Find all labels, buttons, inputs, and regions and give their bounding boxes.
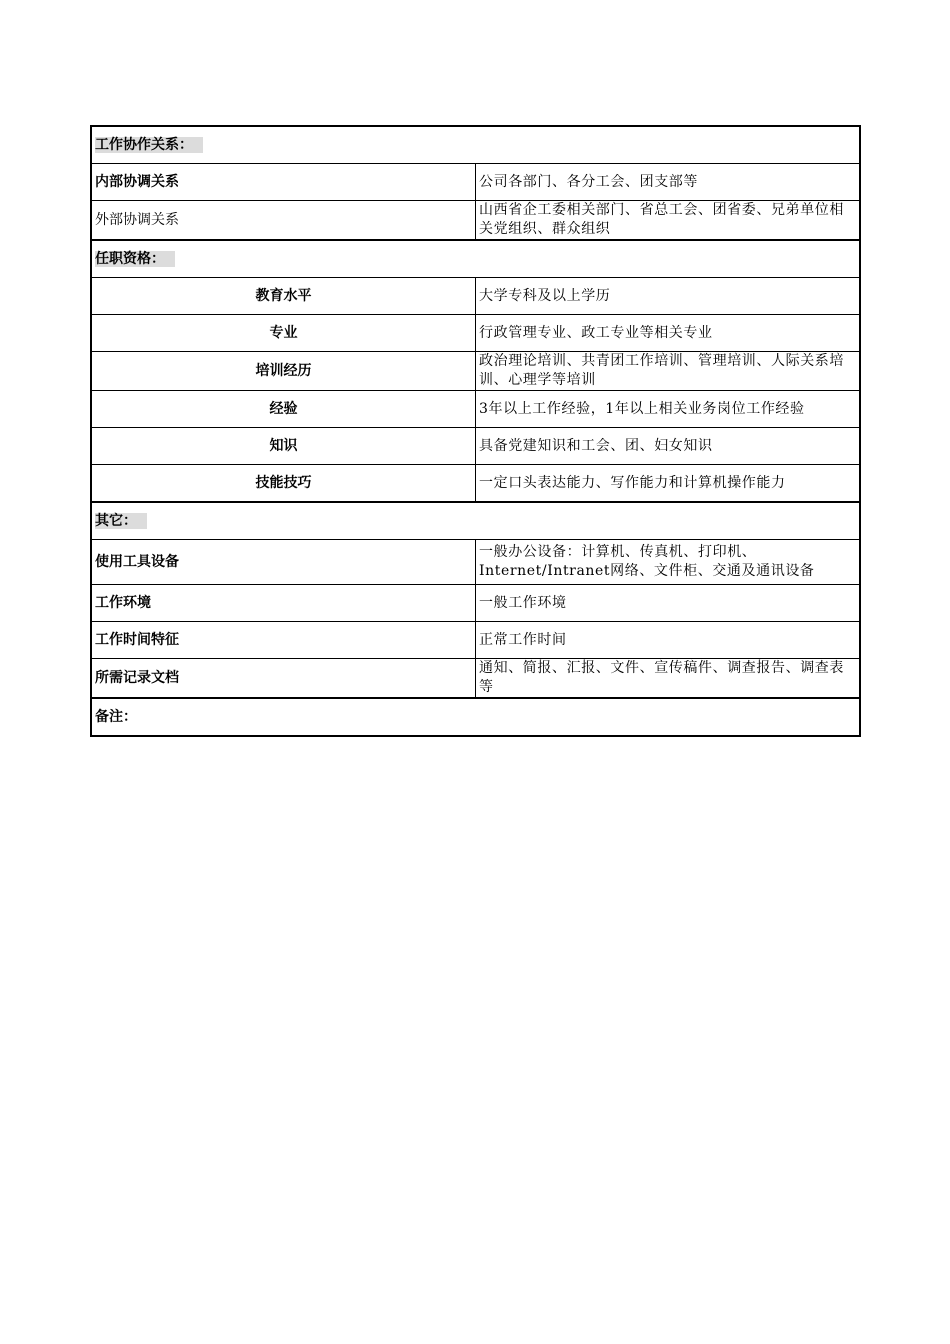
row-label-training: 培训经历 xyxy=(91,352,476,391)
row-value-major: 行政管理专业、政工专业等相关专业 xyxy=(476,315,861,352)
row-label-environment: 工作环境 xyxy=(91,585,476,622)
row-label-documents: 所需记录文档 xyxy=(91,659,476,699)
table-row xyxy=(91,352,860,391)
table-row xyxy=(91,315,860,352)
table-row xyxy=(91,622,860,659)
row-value-external: 山西省企工委相关部门、省总工会、团省委、兄弟单位相关党组织、群众组织 xyxy=(476,201,861,241)
row-value-tools: 一般办公设备：计算机、传真机、打印机、Internet/Intranet网络、文件柜、交通及通讯设备 xyxy=(476,540,861,585)
row-value-work-time: 正常工作时间 xyxy=(476,622,861,659)
row-label-knowledge: 知识 xyxy=(91,428,476,465)
table-row xyxy=(91,164,860,201)
table-row xyxy=(91,465,860,503)
row-value-knowledge: 具备党建知识和工会、团、妇女知识 xyxy=(476,428,861,465)
row-label-major: 专业 xyxy=(91,315,476,352)
table-row xyxy=(91,278,860,315)
row-value-education: 大学专科及以上学历 xyxy=(476,278,861,315)
row-label-internal: 内部协调关系 xyxy=(91,164,476,201)
row-label-skills: 技能技巧 xyxy=(91,465,476,503)
row-label-experience: 经验 xyxy=(91,391,476,428)
row-value-experience: 3年以上工作经验，1年以上相关业务岗位工作经验 xyxy=(476,391,861,428)
section-header-cooperation xyxy=(91,126,860,164)
row-label-work-time: 工作时间特征 xyxy=(91,622,476,659)
row-value-internal: 公司各部门、各分工会、团支部等 xyxy=(476,164,861,201)
section-title-qualification: 任职资格： xyxy=(95,251,175,267)
table-row xyxy=(91,428,860,465)
row-value-documents: 通知、简报、汇报、文件、宣传稿件、调查报告、调查表等 xyxy=(476,659,861,699)
table-row xyxy=(91,201,860,241)
section-title-cooperation: 工作协作关系： xyxy=(95,137,203,153)
section-header-other xyxy=(91,502,860,540)
row-label-education: 教育水平 xyxy=(91,278,476,315)
row-value-training: 政治理论培训、共青团工作培训、管理培训、人际关系培训、心理学等培训 xyxy=(476,352,861,391)
table-row xyxy=(91,391,860,428)
section-title-other: 其它： xyxy=(95,513,147,529)
row-value-skills: 一定口头表达能力、写作能力和计算机操作能力 xyxy=(476,465,861,503)
row-value-environment: 一般工作环境 xyxy=(476,585,861,622)
row-label-tools: 使用工具设备 xyxy=(91,540,476,585)
section-title-remarks: 备注： xyxy=(91,698,860,736)
job-description-table xyxy=(90,125,861,737)
table-row xyxy=(91,540,860,585)
table-row xyxy=(91,585,860,622)
table-row xyxy=(91,659,860,699)
section-header-qualification xyxy=(91,240,860,278)
row-label-external: 外部协调关系 xyxy=(91,201,476,241)
section-header-remarks xyxy=(91,698,860,736)
